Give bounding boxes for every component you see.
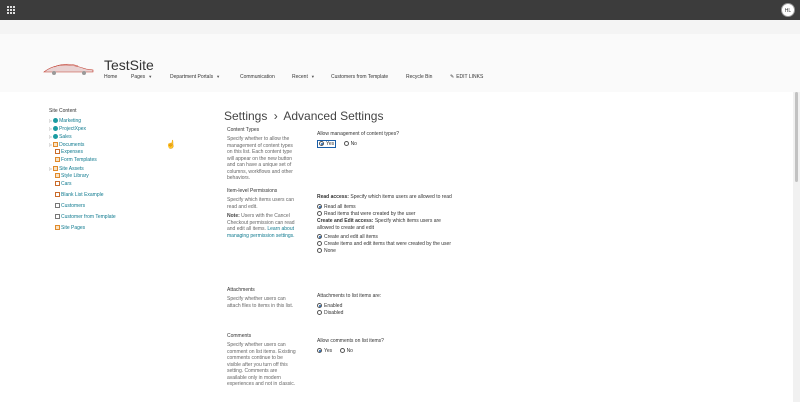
- tree-item-site-pages[interactable]: Site Pages: [55, 225, 85, 232]
- chevron-down-icon: ▼: [310, 74, 315, 79]
- hand-cursor-icon: ☝: [166, 140, 176, 149]
- section-description: Specify whether users can comment on list items. Existing comments continue to be visible after you turn off this setting. Comments are available only in modern experiences and not in classic.: [227, 342, 296, 387]
- page-scrollbar[interactable]: [793, 92, 800, 402]
- content-types-yes-option[interactable]: Yes: [317, 140, 336, 148]
- tree-item-style-library[interactable]: Style Library: [55, 173, 89, 180]
- learn-more-link[interactable]: Learn about managing permission settings.: [227, 226, 295, 239]
- radio-button[interactable]: [317, 211, 322, 216]
- permissions-note: Note: Users with the Cancel Checkout permission can read and edit all items. Learn about managing permission settings.: [227, 213, 295, 239]
- tree-item-marketing[interactable]: ▷ Marketing: [49, 118, 82, 124]
- tree-item-form-templates[interactable]: Form Templates: [55, 157, 97, 164]
- radio-button[interactable]: [317, 310, 322, 315]
- edit-access-text: Create and Edit access: Specify which items users are allowed to create and edit: [317, 218, 441, 231]
- attachments-question: Attachments to list items are:: [317, 293, 382, 299]
- attachments-enabled-option[interactable]: Enabled: [317, 303, 381, 310]
- breadcrumb-current: Advanced Settings: [283, 109, 384, 123]
- content-types-no-option[interactable]: No: [344, 141, 357, 147]
- library-icon: [53, 142, 58, 147]
- radio-button[interactable]: [317, 234, 322, 239]
- comments-question: Allow comments on list items?: [317, 338, 384, 344]
- edit-none-option[interactable]: None: [317, 248, 457, 255]
- library-icon: [55, 225, 60, 230]
- section-title: Attachments: [227, 287, 255, 293]
- library-icon: [55, 157, 60, 162]
- attachments-disabled-option[interactable]: Disabled: [317, 310, 381, 317]
- edit-links-button[interactable]: ✎ EDIT LINKS: [450, 74, 484, 80]
- section-comments: [227, 333, 297, 388]
- app-launcher-icon[interactable]: [7, 6, 15, 14]
- site-title[interactable]: TestSite: [104, 57, 154, 73]
- radio-button[interactable]: [317, 348, 322, 353]
- tree-item-blank-list-example[interactable]: Blank List Example: [55, 192, 104, 199]
- radio-button[interactable]: [317, 248, 322, 253]
- list-icon: [55, 192, 60, 197]
- list-icon: [55, 203, 60, 208]
- breadcrumb-separator-icon: ›: [273, 109, 278, 123]
- library-icon: [55, 173, 60, 178]
- comments-control: [317, 338, 384, 355]
- radio-button[interactable]: [319, 141, 324, 146]
- list-icon: [55, 214, 60, 219]
- nav-pages[interactable]: Pages ▼: [131, 74, 153, 80]
- expand-icon[interactable]: ▷: [49, 134, 53, 139]
- section-title: Content Types: [227, 127, 260, 133]
- section-title: Item-level Permissions: [227, 188, 278, 194]
- list-icon: [55, 181, 60, 186]
- section-item-level-permissions: [227, 188, 297, 239]
- permissions-control: [317, 194, 457, 255]
- comments-no-option[interactable]: No: [340, 348, 353, 354]
- list-icon: [55, 149, 60, 154]
- read-access-text: Read access: Specify which items users are allowed to read: [317, 194, 452, 200]
- tree-item-sales[interactable]: ▷ Sales: [49, 134, 72, 140]
- subsite-icon: [53, 134, 58, 139]
- radio-button[interactable]: [317, 204, 322, 209]
- expand-icon[interactable]: ▷: [49, 166, 53, 171]
- expand-icon[interactable]: ▷: [49, 118, 53, 123]
- tree-item-cars[interactable]: Cars: [55, 181, 72, 188]
- breadcrumb-settings[interactable]: Settings: [224, 109, 268, 123]
- expand-icon[interactable]: ▷: [49, 126, 53, 131]
- tree-item-customer-from-template[interactable]: Customer from Template: [55, 214, 116, 221]
- section-description: Specify whether to allow the management of content types on this list. Each content type will appear on the new button and can have a unique set of columns, workflows and other behaviors.: [227, 136, 293, 181]
- avatar[interactable]: HL: [781, 3, 795, 17]
- section-description: Specify which items users can read and edit.: [227, 197, 294, 210]
- tree-item-documents[interactable]: ▷ Documents: [49, 142, 85, 148]
- section-content-types: [227, 127, 297, 182]
- site-content-heading: Site Content: [49, 108, 77, 114]
- radio-button[interactable]: [317, 303, 322, 308]
- nav-recent[interactable]: Recent ▼: [292, 74, 315, 80]
- subsite-icon: [53, 126, 58, 131]
- radio-button[interactable]: [344, 141, 349, 146]
- content-types-question: Allow management of content types?: [317, 131, 399, 137]
- nav-home[interactable]: Home: [104, 74, 118, 80]
- nav-recycle-bin[interactable]: Recycle Bin: [406, 74, 433, 80]
- nav-customers-from-template[interactable]: Customers from Template: [331, 74, 389, 80]
- library-icon: [53, 166, 58, 171]
- page-title: [224, 109, 383, 123]
- section-attachments: [227, 287, 297, 309]
- edit-own-option[interactable]: Create items and edit items that were created by the user: [317, 241, 457, 248]
- chevron-down-icon: ▼: [216, 74, 221, 79]
- radio-button[interactable]: [317, 241, 322, 246]
- radio-button[interactable]: [340, 348, 345, 353]
- read-all-option[interactable]: Read all items: [317, 204, 457, 211]
- suite-bar: [0, 0, 800, 20]
- section-description: Specify whether users can attach files to items in this list.: [227, 296, 294, 309]
- comments-yes-option[interactable]: Yes: [317, 348, 332, 354]
- site-logo[interactable]: [40, 55, 97, 81]
- tree-item-site-assets[interactable]: ▷ Site Assets: [49, 166, 84, 172]
- scrollbar-thumb[interactable]: [795, 92, 798, 182]
- tree-item-projectxpex[interactable]: ▷ ProjectXpex: [49, 126, 87, 132]
- tree-item-expenses[interactable]: Expenses: [55, 149, 83, 156]
- read-own-option[interactable]: Read items that were created by the user: [317, 211, 457, 218]
- expand-icon[interactable]: ▷: [49, 142, 53, 147]
- content-types-control: [317, 131, 399, 148]
- command-bar: [0, 20, 800, 34]
- nav-department-portals[interactable]: Department Portals ▼: [170, 74, 221, 80]
- subsite-icon: [53, 118, 58, 123]
- edit-all-option[interactable]: Create and edit all items: [317, 234, 457, 241]
- tree-item-customers[interactable]: Customers: [55, 203, 85, 210]
- pencil-icon: ✎: [450, 74, 455, 80]
- section-title: Comments: [227, 333, 252, 339]
- chevron-down-icon: ▼: [148, 74, 153, 79]
- nav-communication[interactable]: Communication: [240, 74, 275, 80]
- attachments-control: [317, 293, 381, 317]
